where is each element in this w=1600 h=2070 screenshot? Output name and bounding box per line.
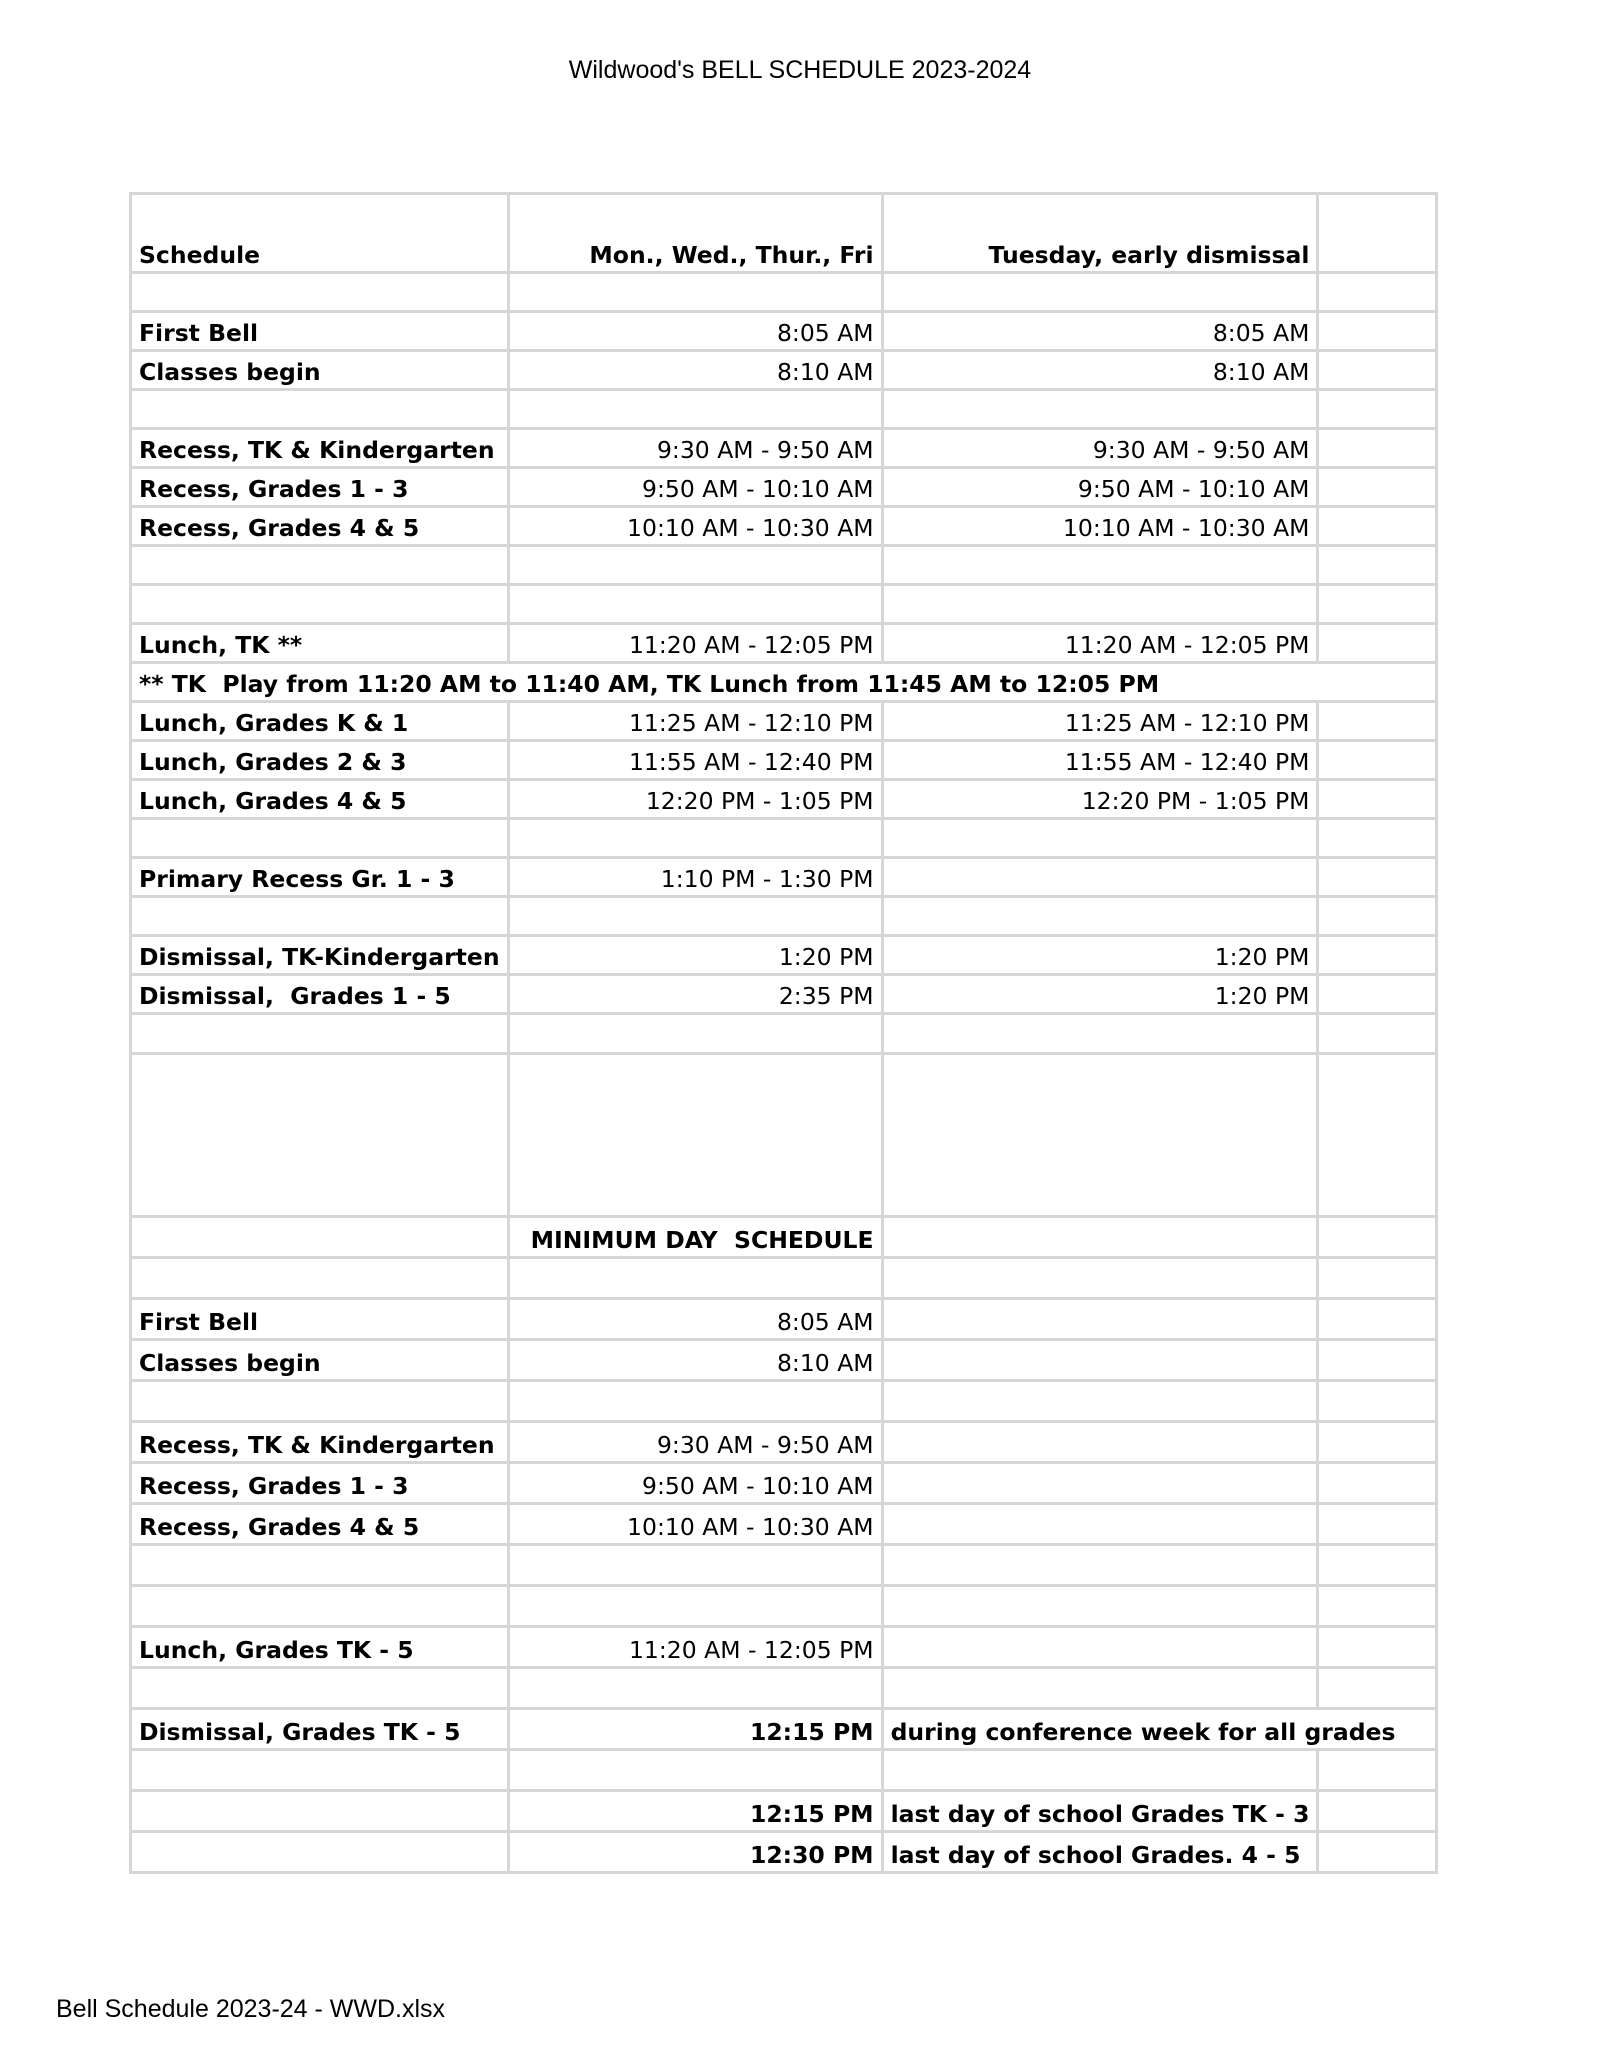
file-name-footer: Bell Schedule 2023-24 - WWD.xlsx	[56, 1995, 446, 2023]
mwtf-time: 8:10 AM	[508, 351, 882, 390]
tuesday-time: 11:25 AM - 12:10 PM	[882, 702, 1318, 741]
table-row	[131, 351, 1437, 390]
spacer-row	[131, 1054, 1437, 1217]
row-label: Lunch, Grades 4 & 5	[131, 780, 509, 819]
tuesday-time: 8:05 AM	[882, 312, 1318, 351]
tuesday-time	[882, 858, 1318, 897]
mwtf-time: 11:20 AM - 12:05 PM	[508, 624, 882, 663]
table-row	[131, 312, 1437, 351]
tuesday-time: 9:30 AM - 9:50 AM	[882, 429, 1318, 468]
empty-row	[131, 273, 1437, 312]
row-label: Dismissal, TK-Kindergarten	[131, 936, 509, 975]
column-header-schedule: Schedule	[131, 194, 509, 273]
mwtf-time: 10:10 AM - 10:30 AM	[508, 507, 882, 546]
table-row	[131, 507, 1437, 546]
empty-row	[131, 585, 1437, 624]
empty-row	[131, 1586, 1437, 1627]
table-row	[131, 429, 1437, 468]
table-row	[131, 624, 1437, 663]
minimum-time: 12:30 PM	[508, 1832, 882, 1873]
row-label: Recess, TK & Kindergarten	[131, 429, 509, 468]
tuesday-time: 11:55 AM - 12:40 PM	[882, 741, 1318, 780]
minimum-time: 8:05 AM	[508, 1299, 882, 1340]
tuesday-time: 11:20 AM - 12:05 PM	[882, 624, 1318, 663]
table-row	[131, 936, 1437, 975]
tk-note-row	[131, 663, 1437, 702]
mwtf-time: 12:20 PM - 1:05 PM	[508, 780, 882, 819]
minimum-time: 12:15 PM	[508, 1791, 882, 1832]
empty-row	[131, 1014, 1437, 1054]
tuesday-time: 1:20 PM	[882, 936, 1318, 975]
empty-row	[131, 1381, 1437, 1422]
row-label: Recess, Grades 4 & 5	[131, 1504, 509, 1545]
table-row	[131, 1463, 1437, 1504]
row-label: Dismissal, Grades 1 - 5	[131, 975, 509, 1014]
column-header-tuesday: Tuesday, early dismissal	[882, 194, 1318, 273]
mwtf-time: 2:35 PM	[508, 975, 882, 1014]
row-label: Classes begin	[131, 1340, 509, 1381]
minimum-time: 9:50 AM - 10:10 AM	[508, 1463, 882, 1504]
empty-row	[131, 897, 1437, 936]
tk-note: ** TK Play from 11:20 AM to 11:40 AM, TK Lunch from 11:45 AM to 12:05 PM	[131, 663, 1437, 702]
row-label: First Bell	[131, 312, 509, 351]
row-label: Lunch, Grades 2 & 3	[131, 741, 509, 780]
empty-row	[131, 1750, 1437, 1791]
row-label: Primary Recess Gr. 1 - 3	[131, 858, 509, 897]
minimum-time: 9:30 AM - 9:50 AM	[508, 1422, 882, 1463]
minimum-heading-row	[131, 1217, 1437, 1258]
table-row	[131, 1422, 1437, 1463]
row-label: Classes begin	[131, 351, 509, 390]
row-label: Lunch, TK **	[131, 624, 509, 663]
column-header-mwtf: Mon., Wed., Thur., Fri	[508, 194, 882, 273]
empty-cell	[1318, 194, 1437, 273]
mwtf-time: 11:25 AM - 12:10 PM	[508, 702, 882, 741]
table-row	[131, 858, 1437, 897]
dismissal-note: during conference week for all grades	[882, 1709, 1437, 1750]
tuesday-time: 1:20 PM	[882, 975, 1318, 1014]
row-label: Lunch, Grades K & 1	[131, 702, 509, 741]
bell-schedule-table	[129, 192, 1438, 1874]
table-row	[131, 1504, 1437, 1545]
table-row	[131, 780, 1437, 819]
last-day-note: last day of school Grades TK - 3	[882, 1791, 1318, 1832]
empty-row	[131, 1258, 1437, 1299]
minimum-time: 11:20 AM - 12:05 PM	[508, 1627, 882, 1668]
last-day-note: last day of school Grades. 4 - 5	[882, 1832, 1318, 1873]
table-row	[131, 1299, 1437, 1340]
row-label: Recess, Grades 1 - 3	[131, 468, 509, 507]
tuesday-time: 8:10 AM	[882, 351, 1318, 390]
table-row	[131, 1832, 1437, 1873]
tuesday-time: 12:20 PM - 1:05 PM	[882, 780, 1318, 819]
table-row	[131, 468, 1437, 507]
mwtf-time: 9:50 AM - 10:10 AM	[508, 468, 882, 507]
empty-row	[131, 1545, 1437, 1586]
table-row	[131, 1627, 1437, 1668]
tuesday-time: 9:50 AM - 10:10 AM	[882, 468, 1318, 507]
mwtf-time: 9:30 AM - 9:50 AM	[508, 429, 882, 468]
table-row	[131, 1340, 1437, 1381]
row-label: Dismissal, Grades TK - 5	[131, 1709, 509, 1750]
minimum-time: 12:15 PM	[508, 1709, 882, 1750]
empty-row	[131, 819, 1437, 858]
row-label: Lunch, Grades TK - 5	[131, 1627, 509, 1668]
table-row	[131, 741, 1437, 780]
mwtf-time: 1:10 PM - 1:30 PM	[508, 858, 882, 897]
empty-row	[131, 546, 1437, 585]
row-label: Recess, Grades 4 & 5	[131, 507, 509, 546]
minimum-day-heading: MINIMUM DAY SCHEDULE	[508, 1217, 882, 1258]
table-row	[131, 1709, 1437, 1750]
tuesday-time: 10:10 AM - 10:30 AM	[882, 507, 1318, 546]
empty-row	[131, 1668, 1437, 1709]
mwtf-time: 8:05 AM	[508, 312, 882, 351]
table-row	[131, 702, 1437, 741]
table-row	[131, 1791, 1437, 1832]
page-title: Wildwood's BELL SCHEDULE 2023-2024	[568, 56, 1032, 84]
row-label: First Bell	[131, 1299, 509, 1340]
row-label: Recess, TK & Kindergarten	[131, 1422, 509, 1463]
header-row	[131, 194, 1437, 273]
minimum-time: 10:10 AM - 10:30 AM	[508, 1504, 882, 1545]
mwtf-time: 1:20 PM	[508, 936, 882, 975]
mwtf-time: 11:55 AM - 12:40 PM	[508, 741, 882, 780]
row-label: Recess, Grades 1 - 3	[131, 1463, 509, 1504]
empty-row	[131, 390, 1437, 429]
minimum-time: 8:10 AM	[508, 1340, 882, 1381]
table-row	[131, 975, 1437, 1014]
